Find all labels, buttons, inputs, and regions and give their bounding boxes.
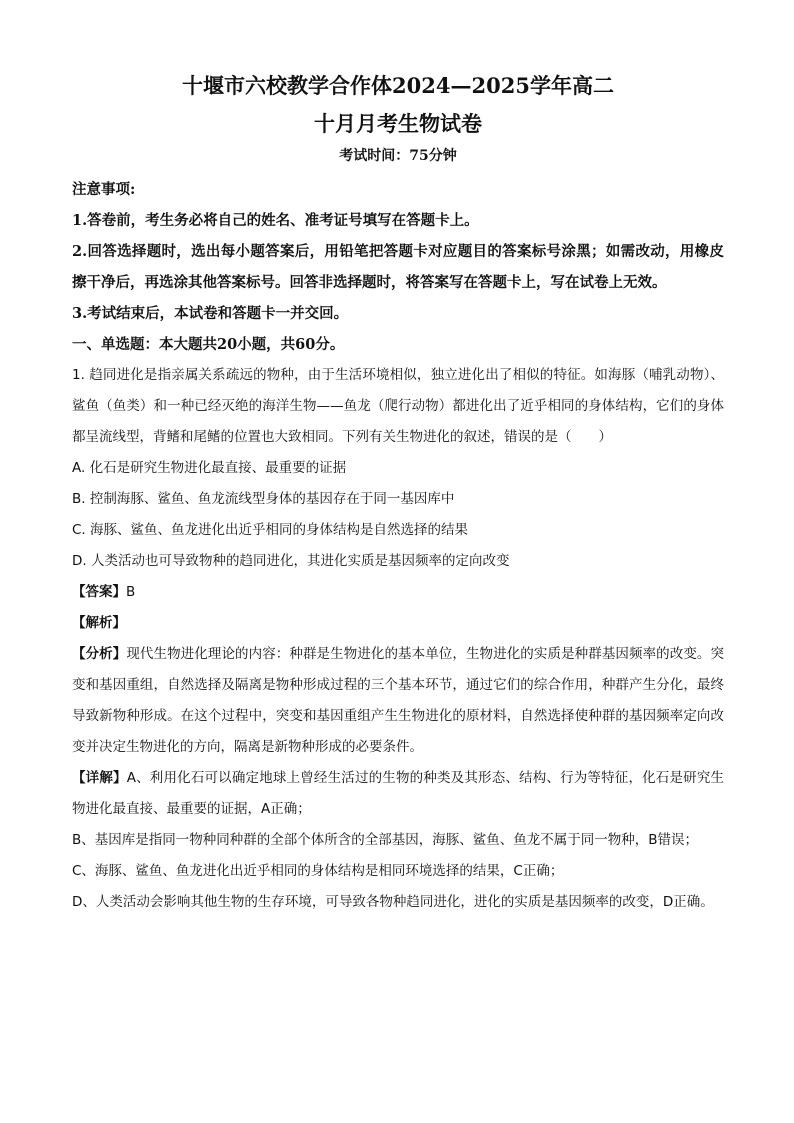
exam-title-line2: 十月月考生物试卷 (314, 111, 482, 136)
answer-value: B (126, 584, 136, 600)
question-1 (72, 360, 724, 918)
notice-item-2: 2.回答选择题时，选出每小题答案后，用铅笔把答题卡对应题目的答案标号涂黑；如需改动，用橡皮擦干净后，再选涂其他答案标号。回答非选择题时，将答案写在答题卡上，写在试卷上无效。 (72, 243, 724, 291)
option-d: D. 人类活动也可导致物种的趋同进化，其进化实质是基因频率的定向改变 (72, 553, 510, 569)
detail-a-paragraph (72, 763, 724, 825)
exam-time: 考试时间：75分钟 (339, 148, 457, 164)
exam-title-line1: 十堰市六校教学合作体2024—2025学年高二 (182, 73, 614, 98)
option-b: B. 控制海豚、鲨鱼、鱼龙流线型身体的基因存在于同一基因库中 (72, 491, 455, 507)
notice-item-3: 3.考试结束后，本试卷和答题卡一并交回。 (72, 305, 349, 322)
fenxi-text: 现代生物进化理论的内容：种群是生物进化的基本单位，生物进化的实质是种群基因频率的改变。突变和基因重组，自然选择及隔离是物种形成过程的三个基本环节，通过它们的综合作用，种群产生分化，最终导致新物种形成。在这个过程中，突变和基因重组产生生物进化的原材料，自然选择使种群的基因频率定向改变并决定生物进化的方向，隔离是新物种形成的必要条件。 (72, 646, 725, 755)
detail-b-paragraph: B、基因库是指同一物种同种群的全部个体所含的全部基因，海豚、鲨鱼、鱼龙不属于同一物种，B错误； (72, 832, 699, 848)
answer-line (72, 577, 724, 608)
detail-c-paragraph: C、海豚、鲨鱼、鱼龙进化出近乎相同的身体结构是相同环境选择的结果，C正确； (72, 863, 564, 879)
question-stem: 1. 趋同进化是指亲属关系疏远的物种，由于生活环境相似，独立进化出了相似的特征。如海豚（哺乳动物）、鲨鱼（鱼类）和一种已经灭绝的海洋生物——鱼龙（爬行动物）都进化出了近乎相同的身体结构，它们的身体都呈流线型，背鳍和尾鳍的位置也大致相同。下列有关生物进化的叙述，错误的是（ ） (72, 367, 724, 445)
exam-page (72, 70, 724, 918)
option-a: A. 化石是研究生物进化最直接、最重要的证据 (72, 460, 347, 476)
section-heading: 一、单选题：本大题共20小题，共60分。 (72, 336, 345, 353)
notice-section (72, 174, 724, 360)
notice-item-1: 1.答卷前，考生务必将自己的姓名、准考证号填写在答题卡上。 (72, 212, 479, 229)
detail-a-text: A、利用化石可以确定地球上曾经生活过的生物的种类及其形态、结构、行为等特征，化石是研究生物进化最直接、最重要的证据，A正确； (72, 770, 725, 817)
detail-d-paragraph: D、人类活动会影响其他生物的生存环境，可导致各物种趋同进化，进化的实质是基因频率的改变，D正确。 (72, 894, 714, 910)
notice-heading: 注意事项: (72, 181, 136, 198)
fenxi-paragraph (72, 639, 724, 763)
fenxi-tag: 【分析】 (72, 646, 127, 662)
answer-tag: 【答案】 (72, 584, 126, 600)
option-c: C. 海豚、鲨鱼、鱼龙进化出近乎相同的身体结构是自然选择的结果 (72, 522, 469, 538)
analysis-tag: 【解析】 (72, 615, 126, 631)
xiangjie-tag: 【详解】 (72, 770, 127, 786)
